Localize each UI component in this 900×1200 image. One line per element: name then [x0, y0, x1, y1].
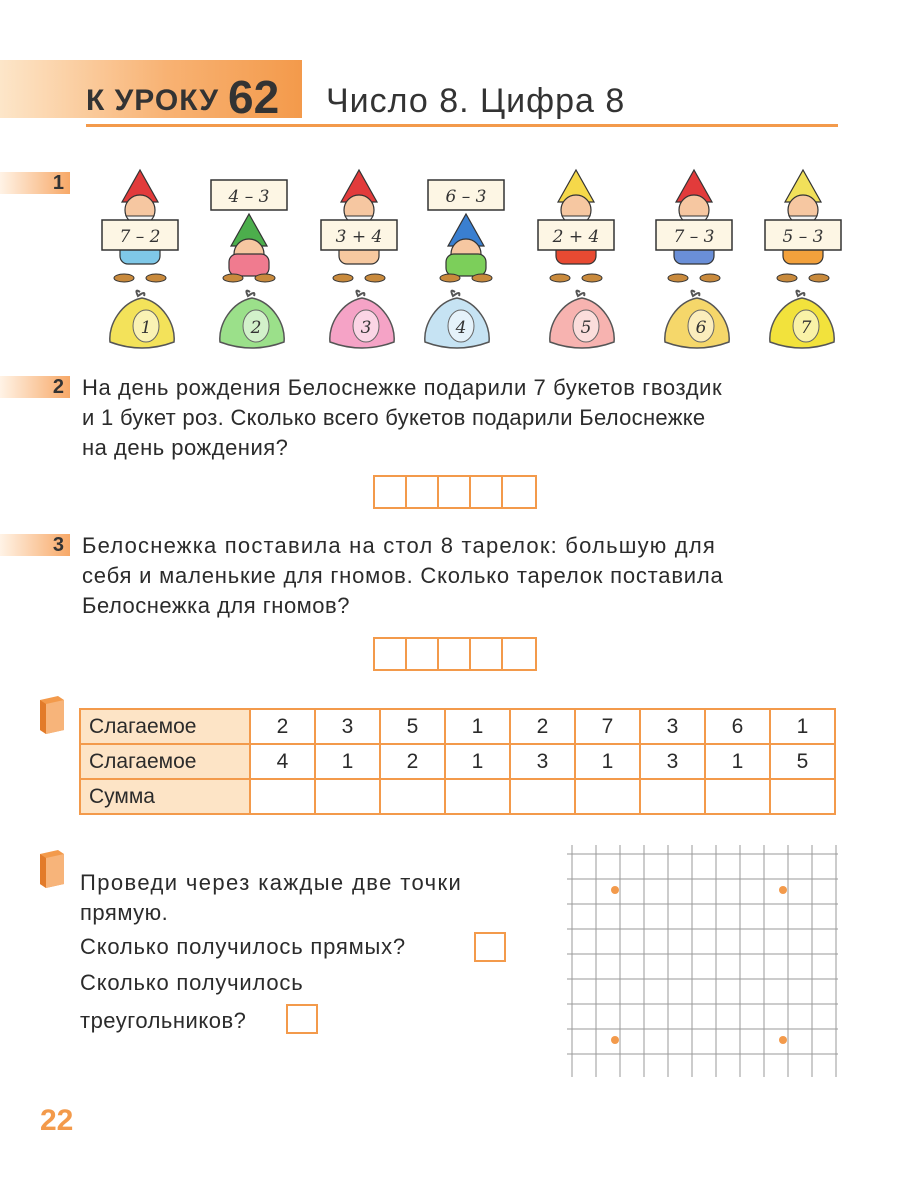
- triangles-question-1: Сколько получилось: [80, 970, 304, 995]
- triangles-question-2: треугольников?: [80, 1008, 247, 1033]
- grid-dot[interactable]: [611, 1036, 619, 1044]
- table-row: [80, 744, 835, 779]
- addend-cell: 7: [575, 709, 640, 744]
- answer-cell[interactable]: [407, 477, 439, 507]
- number-bag: [540, 288, 624, 354]
- number-bag: [655, 288, 739, 354]
- bag-number: 7: [800, 318, 812, 338]
- addend-cell: 1: [445, 744, 510, 779]
- sum-cell[interactable]: [770, 779, 835, 814]
- sum-cell[interactable]: [250, 779, 315, 814]
- number-bag: [415, 288, 499, 354]
- book-icon: [36, 848, 68, 888]
- addend-cell: 2: [250, 709, 315, 744]
- addend-cell: 2: [510, 709, 575, 744]
- grid-dot[interactable]: [611, 886, 619, 894]
- answer-cell[interactable]: [471, 477, 503, 507]
- task-3-answer-boxes[interactable]: [373, 637, 537, 671]
- task-3-number: 3: [52, 534, 64, 556]
- sum-cell[interactable]: [575, 779, 640, 814]
- addend-cell: 3: [640, 709, 705, 744]
- gnome-figure: [94, 168, 186, 283]
- bag-number: 1: [140, 318, 152, 338]
- answer-cell[interactable]: [375, 477, 407, 507]
- table-row: [80, 779, 835, 814]
- answer-cell[interactable]: [375, 639, 407, 669]
- lines-question: Сколько получилось прямых?: [80, 934, 406, 959]
- number-bag: [320, 288, 404, 354]
- task-3-line: Белоснежка поставила на стол 8 тарелок: большую для: [82, 533, 716, 558]
- gnome-sign-expression: 7 – 2: [119, 227, 161, 247]
- addend-cell: 6: [705, 709, 770, 744]
- answer-cell[interactable]: [503, 639, 535, 669]
- addend-cell: 1: [315, 744, 380, 779]
- answer-cell[interactable]: [471, 639, 503, 669]
- gnome-figure: [530, 168, 622, 283]
- sum-cell[interactable]: [640, 779, 705, 814]
- grid-dot[interactable]: [779, 886, 787, 894]
- grid-dot[interactable]: [779, 1036, 787, 1044]
- sum-cell[interactable]: [705, 779, 770, 814]
- triangles-answer-box[interactable]: [286, 1004, 318, 1034]
- gnome-sign-expression: 2 + 4: [552, 227, 600, 247]
- addend-cell: 5: [770, 744, 835, 779]
- gnome-figure: [203, 168, 295, 283]
- row-label: Слагаемое: [80, 744, 250, 779]
- row-label: Слагаемое: [80, 709, 250, 744]
- dot-grid: [567, 845, 838, 1077]
- addend-cell: 5: [380, 709, 445, 744]
- bag-number: 5: [580, 318, 592, 338]
- sum-cell[interactable]: [380, 779, 445, 814]
- bag-number: 3: [360, 318, 372, 338]
- sum-cell[interactable]: [510, 779, 575, 814]
- bag-number: 2: [250, 318, 262, 338]
- lines-answer-box[interactable]: [474, 932, 506, 962]
- page-number: 22: [40, 1104, 74, 1137]
- answer-cell[interactable]: [503, 477, 535, 507]
- sum-cell[interactable]: [445, 779, 510, 814]
- gnome-figure: [420, 168, 512, 283]
- addition-table: [79, 708, 836, 815]
- addend-cell: 1: [705, 744, 770, 779]
- book-icon: [36, 694, 68, 734]
- bag-number: 6: [695, 318, 707, 338]
- addend-cell: 4: [250, 744, 315, 779]
- addend-cell: 1: [445, 709, 510, 744]
- answer-cell[interactable]: [407, 639, 439, 669]
- bag-number: 4: [455, 318, 467, 338]
- number-bag: [210, 288, 294, 354]
- task-3-text: [82, 531, 842, 621]
- addend-cell: 3: [640, 744, 705, 779]
- row-label: Сумма: [80, 779, 250, 814]
- task-2-text: [82, 373, 842, 463]
- table-row: [80, 709, 835, 744]
- task-2-answer-boxes[interactable]: [373, 475, 537, 509]
- gnome-sign-expression: 3 + 4: [335, 227, 383, 247]
- task-2-line: и 1 букет роз. Сколько всего букетов подарили Белоснежке: [82, 405, 706, 430]
- task-5-line-1: Проведи через каждые две точки: [80, 870, 463, 895]
- task-3-line: себя и маленькие для гномов. Сколько тарелок поставила: [82, 563, 724, 588]
- number-bag: [100, 288, 184, 354]
- task-3-tab: [0, 534, 70, 556]
- task-1-tab: [0, 172, 70, 194]
- page-title: Число 8. Цифра 8: [326, 82, 626, 120]
- header-underline: [86, 124, 838, 127]
- lesson-number: 62: [228, 71, 280, 123]
- task-3-line: Белоснежка для гномов?: [82, 593, 350, 618]
- gnome-figure: [757, 168, 849, 283]
- answer-cell[interactable]: [439, 639, 471, 669]
- task-2-tab: [0, 376, 70, 398]
- task-5-line-2: прямую.: [80, 900, 169, 925]
- task-2-line: На день рождения Белоснежке подарили 7 букетов гвоздик: [82, 375, 723, 400]
- number-bag: [760, 288, 844, 354]
- addend-cell: 1: [770, 709, 835, 744]
- addend-cell: 3: [315, 709, 380, 744]
- gnome-sign-expression: 5 – 3: [782, 227, 824, 247]
- answer-cell[interactable]: [439, 477, 471, 507]
- gnome-figure: [648, 168, 740, 283]
- task-2-number: 2: [52, 376, 64, 398]
- task-2-line: на день рождения?: [82, 435, 289, 460]
- lesson-prefix: К УРОКУ: [86, 84, 219, 117]
- gnome-figure: [313, 168, 405, 283]
- addend-cell: 1: [575, 744, 640, 779]
- addend-cell: 3: [510, 744, 575, 779]
- task-1-number: 1: [52, 172, 64, 194]
- sum-cell[interactable]: [315, 779, 380, 814]
- addend-cell: 2: [380, 744, 445, 779]
- gnome-sign-expression: 4 – 3: [228, 187, 270, 207]
- gnome-sign-expression: 7 – 3: [673, 227, 715, 247]
- gnome-sign-expression: 6 – 3: [445, 187, 487, 207]
